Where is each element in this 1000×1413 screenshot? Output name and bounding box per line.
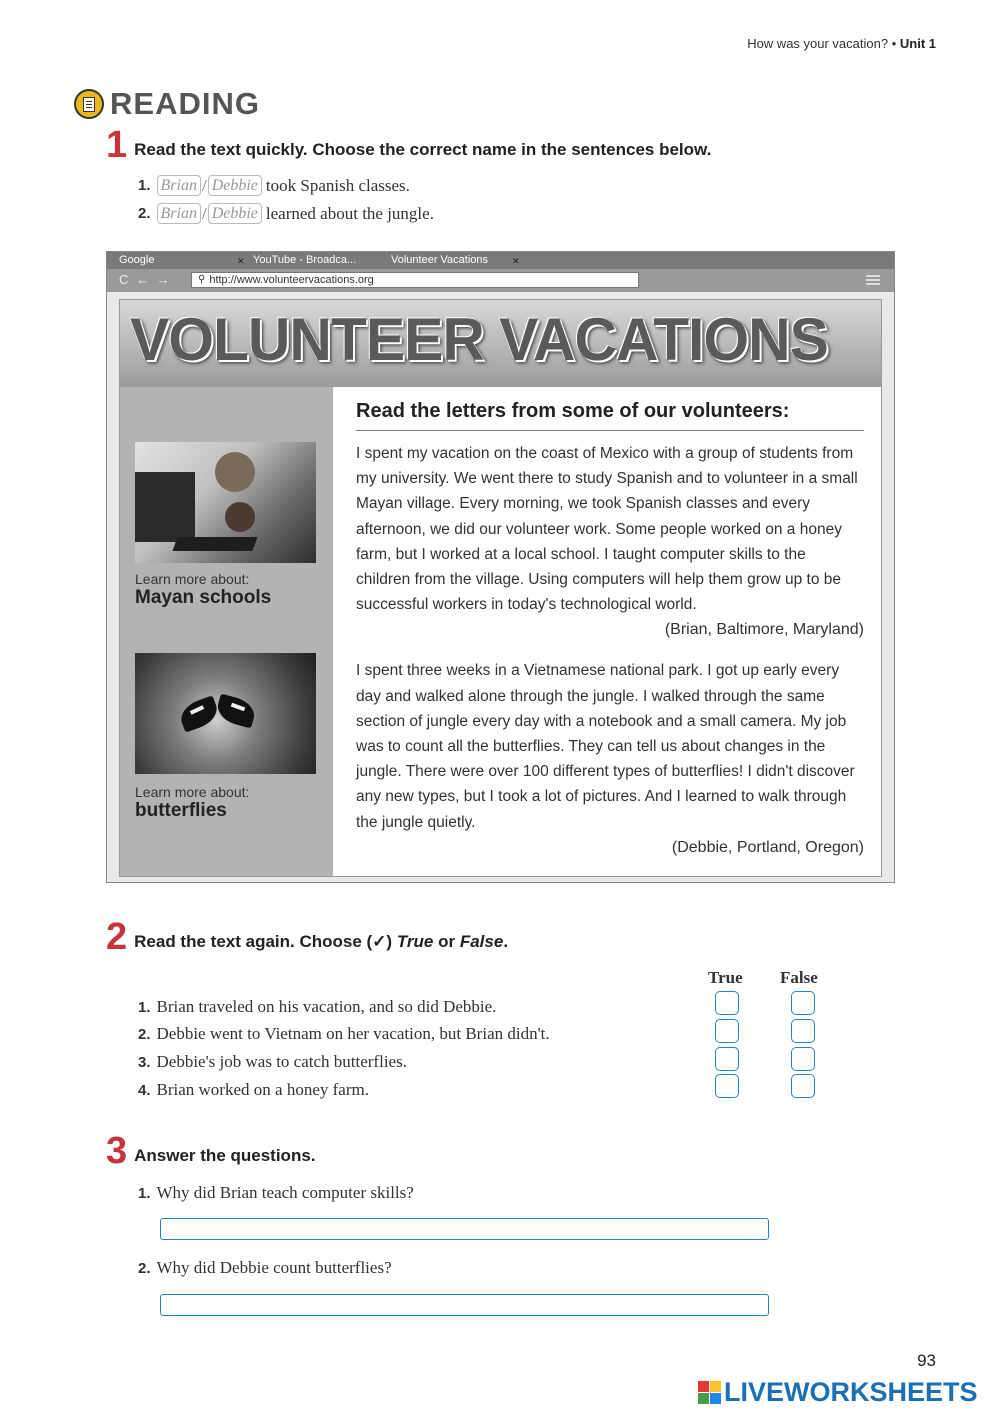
learn-more-label: Learn more about: <box>135 784 250 800</box>
page-number: 93 <box>917 1351 936 1370</box>
running-head <box>747 36 936 51</box>
banner-title: VOLUNTEER VACATIONS <box>130 306 828 373</box>
running-head-title: How was your vacation? • <box>747 36 897 51</box>
liveworksheets-logo-icon <box>698 1381 721 1404</box>
false-checkbox-4[interactable] <box>791 1074 815 1098</box>
question-item <box>138 1183 414 1203</box>
false-checkbox-3[interactable] <box>791 1047 815 1071</box>
letters-heading: Read the letters from some of our volunteers: <box>356 400 864 431</box>
letters-content <box>356 400 864 860</box>
running-head-unit: Unit 1 <box>899 36 936 51</box>
url-text: http://www.volunteervacations.org <box>209 274 374 286</box>
question-text: Why did Debbie count butterflies? <box>156 1258 392 1277</box>
true-checkbox-1[interactable] <box>715 991 739 1015</box>
question-text: Why did Brian teach computer skills? <box>156 1183 414 1202</box>
statement-text: Debbie went to Vietnam on her vacation, but Brian didn't. <box>156 1024 550 1043</box>
statement-text: Brian worked on a honey farm. <box>156 1080 369 1099</box>
tf-statement <box>138 1024 550 1044</box>
close-icon: ✕ <box>512 256 520 266</box>
tab-label: Google <box>119 254 155 266</box>
browser-window <box>106 251 895 883</box>
tf-statement <box>138 997 496 1017</box>
website-sidebar <box>120 387 333 877</box>
mayan-school-photo <box>135 442 316 563</box>
item-number: 2. <box>138 1025 151 1043</box>
false-column-label: False <box>780 968 818 987</box>
exercise-2-header <box>106 916 509 958</box>
item-number: 1. <box>138 998 151 1016</box>
statement-text: Brian traveled on his vacation, and so did Debbie. <box>156 997 497 1016</box>
navigation-icons: C ← → <box>119 272 172 287</box>
exercise-1-number: 1 <box>106 124 128 166</box>
instruction-or: or <box>438 932 456 951</box>
letter-body-brian: I spent my vacation on the coast of Mexico with a group of students from my university. We went there to study Spanish and to volunteer in a small Mayan village. Every morning, we took Spanish classes and every afternoon, we did our volunteer work. Some people worked on a honey farm, but I worked at a local school. I taught computer skills to the children from the village. Using computers will help them grow up to be successful workers in today's technological world. <box>356 445 858 614</box>
liveworksheets-brand <box>698 1377 978 1408</box>
true-checkbox-2[interactable] <box>715 1019 739 1043</box>
letter-signature-brian: (Brian, Baltimore, Maryland) <box>664 621 864 639</box>
statement-text: Debbie's job was to catch butterflies. <box>156 1052 407 1071</box>
learn-more-label: Learn more about: <box>135 571 250 587</box>
slash-divider: / <box>201 175 207 195</box>
browser-tab <box>245 252 387 269</box>
exercise-1-item <box>138 203 434 224</box>
browser-address-bar <box>107 269 894 292</box>
instruction-true: True <box>396 932 434 951</box>
learn-more-link: butterflies <box>135 800 227 821</box>
menu-icon <box>866 275 880 277</box>
exercise-1-instruction: Read the text quickly. Choose the correct name in the sentences below. <box>134 140 712 159</box>
exercise-3-header <box>106 1130 316 1172</box>
tf-statement <box>138 1052 407 1072</box>
instruction-text: Read the text again. Choose (✓) <box>134 932 393 951</box>
exercise-1-header <box>106 124 712 166</box>
item-number: 2. <box>138 205 151 222</box>
search-icon: ⚲ <box>198 274 206 285</box>
item-number: 1. <box>138 177 151 194</box>
choice-brian[interactable]: Brian <box>157 203 201 224</box>
answer-input-1[interactable] <box>160 1218 769 1240</box>
true-checkbox-4[interactable] <box>715 1074 739 1098</box>
question-item <box>138 1258 392 1278</box>
learn-more-link: Mayan schools <box>135 587 272 608</box>
website-viewport <box>119 299 882 877</box>
item-text: took Spanish classes. <box>265 175 410 195</box>
exercise-1-item <box>138 175 410 196</box>
answer-input-2[interactable] <box>160 1294 769 1316</box>
url-field <box>191 272 639 288</box>
tf-statement <box>138 1080 369 1100</box>
item-number: 2. <box>138 1259 151 1277</box>
exercise-2-instruction <box>134 932 508 952</box>
item-text: learned about the jungle. <box>265 203 434 223</box>
close-icon: ✕ <box>237 256 245 266</box>
exercise-3-instruction: Answer the questions. <box>134 1146 316 1165</box>
browser-tab <box>111 252 237 269</box>
section-header <box>74 86 260 122</box>
choice-debbie[interactable]: Debbie <box>208 203 262 224</box>
true-column-label: True <box>708 968 743 987</box>
false-checkbox-1[interactable] <box>791 991 815 1015</box>
tab-label: YouTube - Broadca... <box>253 254 357 266</box>
slash-divider: / <box>201 203 207 223</box>
false-checkbox-2[interactable] <box>791 1019 815 1043</box>
instruction-period: . <box>503 932 509 951</box>
item-number: 1. <box>138 1184 151 1202</box>
tab-label: Volunteer Vacations <box>391 254 489 266</box>
brand-name: LIVEWORKSHEETS <box>724 1377 978 1407</box>
section-title: READING <box>110 86 260 121</box>
letter-signature-debbie: (Debbie, Portland, Oregon) <box>671 838 864 856</box>
exercise-2-number: 2 <box>106 916 128 958</box>
item-number: 3. <box>138 1053 151 1071</box>
browser-tab-active <box>383 252 523 269</box>
item-number: 4. <box>138 1081 151 1099</box>
choice-brian[interactable]: Brian <box>157 175 201 196</box>
reading-icon <box>74 89 104 119</box>
true-checkbox-3[interactable] <box>715 1047 739 1071</box>
instruction-false: False <box>459 932 504 951</box>
butterfly-photo <box>135 653 316 774</box>
website-banner <box>120 300 881 387</box>
letter-body-debbie: I spent three weeks in a Vietnamese national park. I got up early every day and walked alone through the jungle. I walked through the same section of jungle every day with a notebook and a small camera. My job was to count all the butterflies. They can tell us about changes in the jungle. There were over 100 different types of butterflies! I didn't discover any new types, but I took a lot of pictures. And I learned to walk through the jungle quietly. <box>356 662 855 831</box>
exercise-3-number: 3 <box>106 1130 128 1172</box>
browser-tab-bar <box>107 252 894 269</box>
choice-debbie[interactable]: Debbie <box>208 175 262 196</box>
